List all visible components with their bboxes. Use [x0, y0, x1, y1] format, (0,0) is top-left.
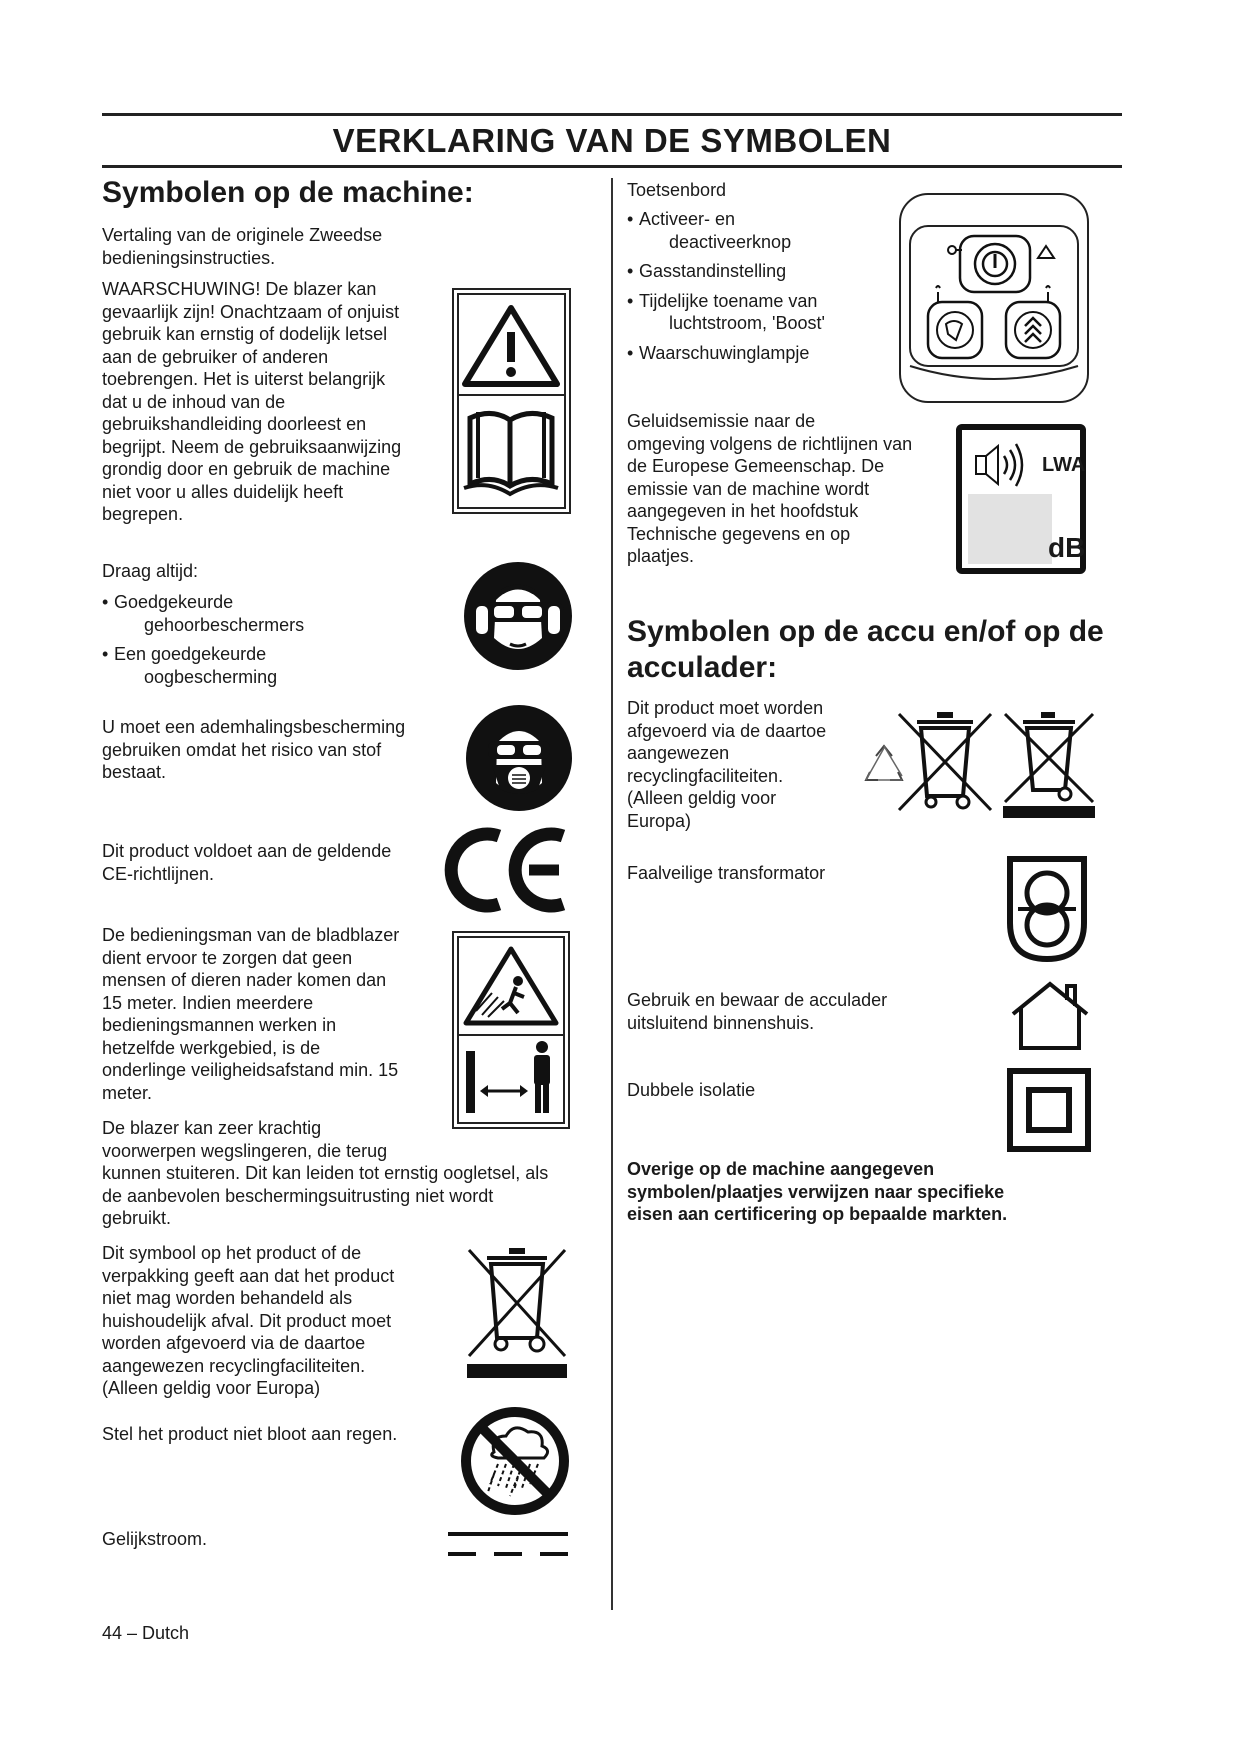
indoor-text: Gebruik en bewaar de acculader uitsluitend binnenshuis. [627, 990, 888, 1033]
warning-text: WAARSCHUWING! De blazer kan gevaarlijk zijn! Onachtzaam of onjuist gebruik kan ernstig of dodelijk letsel aan de gebruiker of anderen toebrengen. Het is uiterst belangrijk dat u de inhoud van de gebruikshandleiding doorleest en begrijpt. Neem de gebruiksaanwijzing grondig door en gebruik de machine niet voor u alles duidelijk heeft begrepen. [102, 279, 402, 524]
warning-manual-icon [452, 288, 571, 514]
list-item: • Goedgekeurde gehoorbeschermers [102, 592, 305, 635]
indoor-house-icon [1009, 980, 1091, 1052]
weee-text: Dit symbool op het product of de verpakking geeft aan dat het product niet mag worden behandeld als huishoudelijk afval. Dit product moet worden afgevoerd via de daartoe aangewezen recyclingfaciliteiten. (Alleen geldig voor Europa) [102, 1243, 395, 1398]
direct-current-icon [448, 1530, 568, 1558]
db-label: dB [1048, 532, 1086, 563]
battery-symbols-heading: Symbolen op de accu en/of op de acculader: [627, 615, 1104, 684]
noise-text: Geluidsemissie naar de omgeving volgens de richtlijnen van de Europese Gemeenschap. De emissie van de machine wordt aangegeven in het hoofdstuk Technische gegevens en op plaatjes. [627, 411, 913, 566]
keyboard-list [627, 208, 887, 364]
weee-bin-icon [1003, 710, 1095, 820]
dc-text: Gelijkstroom. [102, 1529, 208, 1549]
rain-text: Stel het product niet bloot aan regen. [102, 1424, 398, 1444]
keypad-illustration [898, 192, 1090, 404]
list-item: • Activeer- en deactiveerknop [627, 209, 792, 252]
page-title: VERKLARING VAN DE SYMBOLEN [332, 122, 892, 159]
ce-mark-icon [445, 826, 573, 914]
safety-distance-icon [452, 931, 570, 1129]
distance-text: De bedieningsman van de bladblazer dient ervoor te zorgen dat geen mensen of dieren nader komen dan 15 meter. Indien meerdere bedieningsmannen werken in hetzelfde werkgebied, is de onderlinge veiligheidsafstand min. 15 meter. [102, 925, 400, 1103]
header-bottom-rule [102, 165, 1122, 168]
weee-bin-icon [463, 1242, 571, 1380]
double-insulation-text: Dubbele isolatie [627, 1080, 756, 1100]
machine-symbols-heading: Symbolen op de machine: [102, 176, 474, 209]
double-insulation-icon [1007, 1068, 1091, 1152]
wear-intro: Draag altijd: [102, 561, 199, 581]
list-item: • Gasstandinstelling [627, 261, 787, 281]
hearing-eye-protection-icon [462, 560, 574, 672]
transformer-text: Faalveilige transformator [627, 863, 826, 883]
page-number: 44 – Dutch [102, 1623, 190, 1643]
list-item: • Een goedgekeurde oogbescherming [102, 644, 278, 687]
thrown-objects-text: De blazer kan zeer krachtig voorwerpen wegslingeren, die terug kunnen stuiteren. Dit kan leiden tot ernstig oogletsel, als de aanbevolen beschermingsuitrusting niet wordt gebruikt. [102, 1118, 549, 1228]
keyboard-title: Toetsenbord [627, 180, 727, 200]
safety-transformer-icon [1006, 855, 1088, 965]
ce-text: Dit product voldoet aan de geldende CE-richtlijnen. [102, 841, 392, 884]
respirator-text: U moet een ademhalingsbescherming gebruiken omdat het risico van stof bestaat. [102, 717, 406, 782]
value-area [968, 494, 1052, 564]
translation-text: Vertaling van de originele Zweedse bedieningsinstructies. [102, 225, 383, 268]
column-divider [611, 178, 613, 1610]
respirator-icon [464, 703, 574, 813]
noise-label-icon [956, 424, 1086, 574]
list-item: • Tijdelijke toename van luchtstroom, 'Boost' [627, 290, 825, 333]
wear-list [102, 591, 402, 688]
list-item: • Waarschuwinglampje [627, 342, 810, 363]
lwa-label: LWA [1042, 454, 1086, 476]
header-top-rule [102, 113, 1122, 116]
other-symbols-note: Overige op de machine aangegeven symbolen/plaatjes verwijzen naar specifieke eisen aan certificering op bepaalde markten. [627, 1159, 1008, 1224]
recycle-text: Dit product moet worden afgevoerd via de daartoe aangewezen recyclingfaciliteiten. (Alleen geldig voor Europa) [627, 698, 827, 831]
no-rain-icon [460, 1406, 570, 1516]
battery-weee-bin-icon [895, 710, 995, 814]
speaker-icon [970, 440, 1026, 490]
